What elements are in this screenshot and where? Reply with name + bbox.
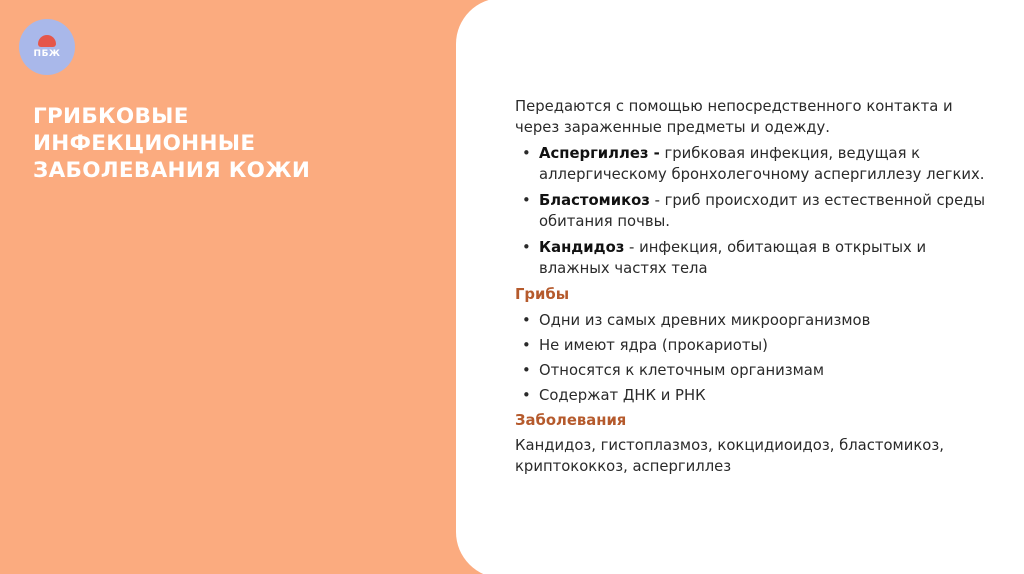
- infection-term: Кандидоз: [539, 239, 625, 256]
- infection-desc: - инфекция, обитающая в открытых и влажных частях тела: [539, 239, 927, 277]
- fungi-item: Содержат ДНК и РНК: [539, 387, 706, 404]
- list-item: [515, 385, 995, 406]
- diseases-text: Кандидоз, гистоплазмоз, кокцидиоидоз, бластомикоз, криптококкоз, аспергиллез: [515, 437, 944, 475]
- fungi-heading: Грибы: [515, 286, 570, 303]
- infection-term: Бластомикоз: [539, 192, 650, 209]
- title-line: ГРИБКОВЫЕ: [33, 104, 189, 129]
- infection-desc: - гриб происходит из естественной среды обитания почвы.: [539, 192, 986, 230]
- diseases-heading: Заболевания: [515, 412, 627, 429]
- content: [515, 96, 995, 477]
- infection-desc: грибковая инфекция, ведущая к аллергическому бронхолегочному аспергиллезу легких.: [539, 145, 985, 183]
- bullet-icon: •: [522, 362, 531, 379]
- slide-title: [33, 103, 363, 184]
- logo: [19, 19, 75, 75]
- logo-text: ПБЖ: [33, 49, 61, 59]
- infection-term: Аспергиллез -: [539, 145, 660, 162]
- bullet-icon: •: [522, 192, 531, 209]
- title-line: ЗАБОЛЕВАНИЯ КОЖИ: [33, 158, 311, 183]
- bullet-icon: •: [522, 312, 531, 329]
- title-line: ИНФЕКЦИОННЫЕ: [33, 131, 256, 156]
- fungi-list: [515, 310, 995, 406]
- bullet-icon: •: [522, 337, 531, 354]
- intro-text: Передаются с помощью непосредственного контакта и через зараженные предметы и одежду.: [515, 98, 953, 136]
- fungi-item: Одни из самых древних микроорганизмов: [539, 312, 871, 329]
- infection-list: [515, 143, 995, 279]
- bullet-icon: •: [522, 387, 531, 404]
- list-item: [515, 310, 995, 331]
- mascot-logo-icon: [38, 35, 56, 47]
- list-item: [515, 360, 995, 381]
- list-item: [515, 143, 995, 185]
- bullet-icon: •: [522, 145, 531, 162]
- bullet-icon: •: [522, 239, 531, 256]
- list-item: [515, 190, 995, 232]
- fungi-item: Относятся к клеточным организмам: [539, 362, 825, 379]
- list-item: [515, 335, 995, 356]
- fungi-item: Не имеют ядра (прокариоты): [539, 337, 768, 354]
- list-item: [515, 237, 995, 279]
